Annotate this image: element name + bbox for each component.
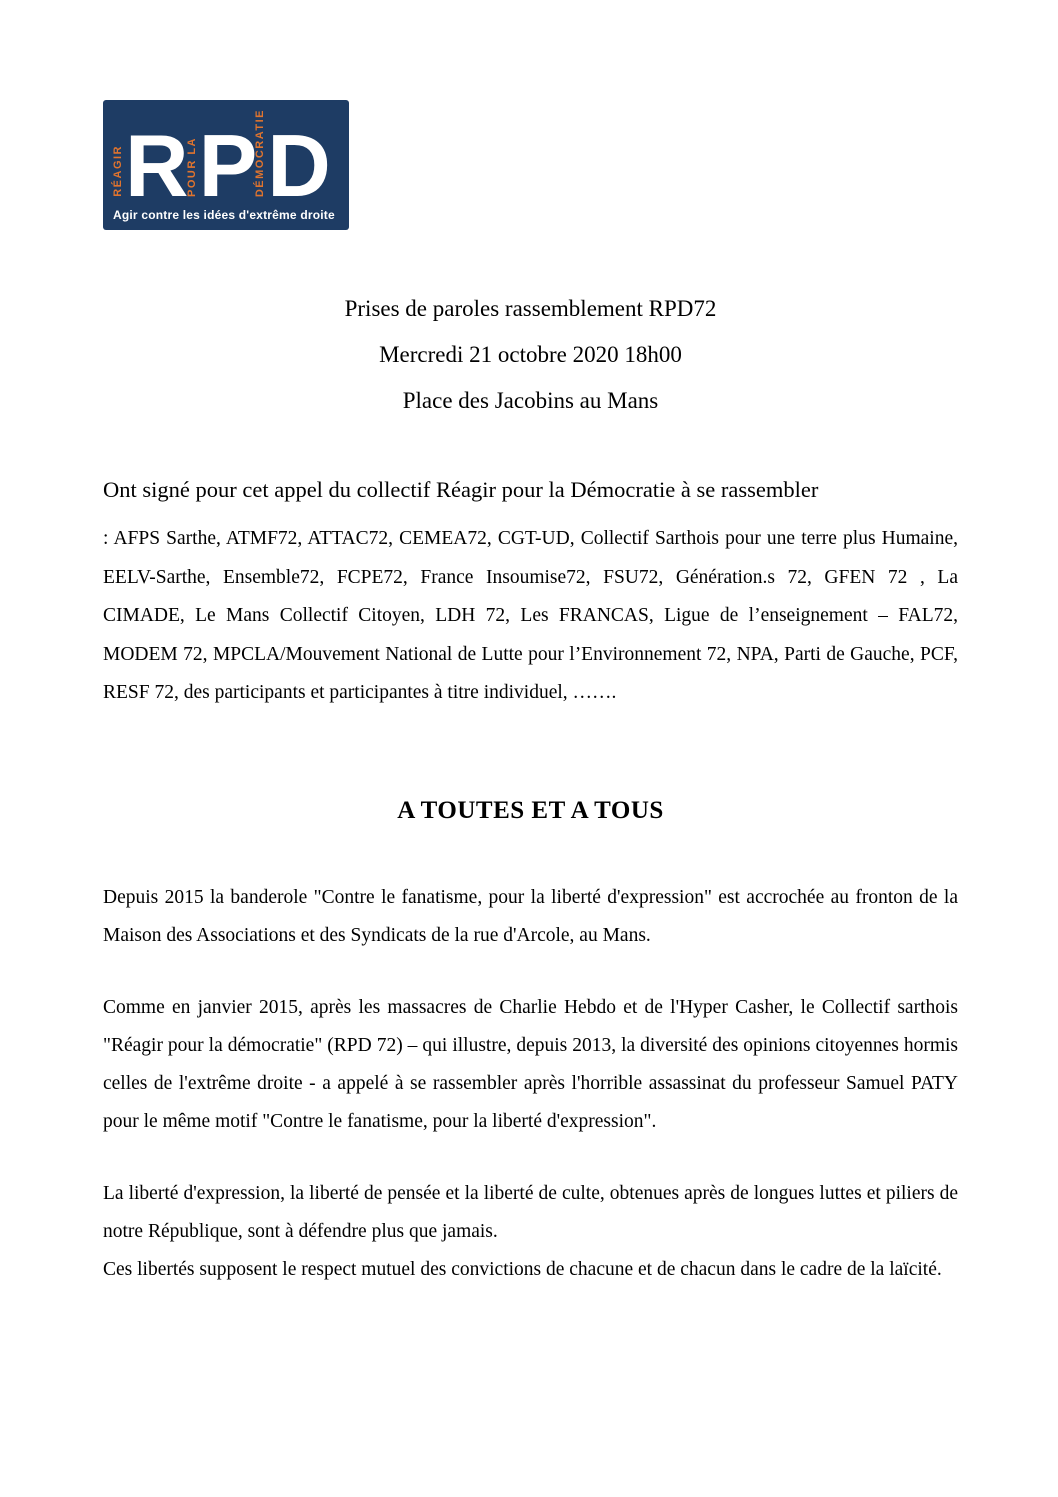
logo-letter-p: P	[198, 116, 256, 216]
logo-letter-r: R	[125, 116, 187, 216]
logo-letter-d: D	[267, 116, 329, 216]
logo-vertical-label-reagir: RÉAGIR	[112, 145, 124, 197]
logo-vertical-label-democratie: DÉMOCRATIE	[254, 108, 267, 197]
signatories-list: : AFPS Sarthe, ATMF72, ATTAC72, CEMEA72, CGT-UD, Collectif Sarthois pour une terre plus Humaine, EELV-Sarthe, Ensemble72, FCPE72, France Insoumise72, FSU72, Génération.s 72, GFEN 72 , La CIMADE, Le Mans Collectif Citoyen, LDH 72, Les FRANCAS, Ligue de l’enseignement – FAL72, MODEM 72, MPCLA/Mouvement National de Lutte pour l’Environnement 72, NPA, Parti de Gauche, PCF, RESF 72, des participants et participantes à titre individuel, …….	[103, 528, 958, 703]
title-line-date: Mercredi 21 octobre 2020 18h00	[379, 342, 682, 367]
logo-tagline: Agir contre les idées d'extrême droite	[113, 208, 335, 222]
rpd-logo	[103, 100, 349, 230]
logo-vertical-label-pour-la: POUR LA	[185, 137, 198, 197]
paragraph-contexte: Comme en janvier 2015, après les massacres de Charlie Hebdo et de l'Hyper Casher, le Collectif sarthois "Réagir pour la démocratie" (RPD 72) – qui illustre, depuis 2013, la diversité des opinions citoyennes hormis celles de l'extrême droite - a appelé à se rassembler après l'horrible assassinat du professeur Samuel PATY pour le même motif "Contre le fanatisme, pour la liberté d'expression".	[103, 996, 958, 1132]
paragraph-libertes: La liberté d'expression, la liberté de pensée et la liberté de culte, obtenues après de longues luttes et piliers de notre République, sont à défendre plus que jamais.	[103, 1182, 958, 1242]
title-block	[103, 286, 958, 424]
signatories-lead: Ont signé pour cet appel du collectif Réagir pour la Démocratie à se rassembler	[103, 477, 819, 502]
paragraph-banderole: Depuis 2015 la banderole "Contre le fanatisme, pour la liberté d'expression" est accrochée au fronton de la Maison des Associations et des Syndicats de la rue d'Arcole, au Mans.	[103, 886, 958, 946]
title-line-place: Place des Jacobins au Mans	[402, 388, 659, 413]
paragraph-laicite: Ces libertés supposent le respect mutuel des convictions de chacune et de chacun dans le cadre de la laïcité.	[103, 1258, 942, 1280]
title-line-event: Prises de paroles rassemblement RPD72	[344, 296, 717, 321]
section-heading: A TOUTES ET A TOUS	[397, 796, 664, 824]
